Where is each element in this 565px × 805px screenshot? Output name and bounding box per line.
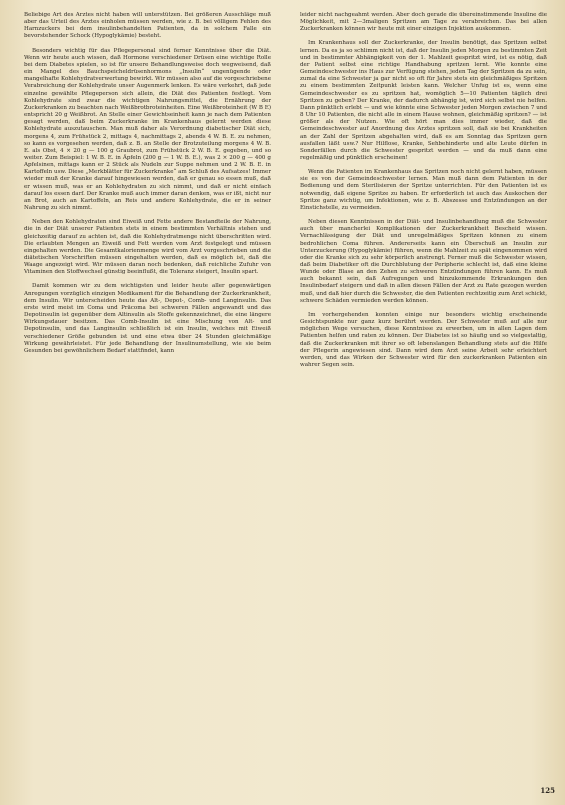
paragraph: Damit kommen wir zu dem wichtigsten und leider heute aller gegenwärtigen Anregungen vorzüglich einzigen Medikament für die Behandlung der Zuckerkrankheit, dem Insulin. Wir unterscheiden heute das Alt-, Depot-, Comb- und Langinsulin. Das erste wird meist im Coma und Präcoma bei schweren Fällen angewandt und das Depotinsulin ist gegenüber dem Altinsulin als Stoffe gekennzeichnet, die eine längere Wirkungsdauer besitzen. Das Comb-Insulin ist eine Mischung von Alt- und Depotinsulin, und das Langinsulin schließlich ist ein Insulin, welches mit Eiweiß verschiedener Größe gebunden ist und eine etwa über 24 Stunden gleichmäßige Wirkung gewährleistet. Für jede Behandlung der Insulinumstellung, wie sie beim Gesunden bei gewöhnlichem Bedarf stattfindet, kann xyxy=(24,283,271,354)
paragraph: Neben den Kohlehydraten sind Eiweiß und Fette andere Bestandteile der Nahrung, die in der Diät unserer Patienten stets in einem bestimmten Verhältnis stehen und gleichzeitig darauf zu achten ist, daß die Kohlehydratmenge nicht überschritten wird. Die erlaubten Mengen an Eiweiß und Fett werden vom Arzt festgelegt und müssen eingehalten werden. Die Gesamtkalorienmenge wird vom Arzt vorgeschrieben und die diätetischen Vorschriften müssen eingehalten werden, daß es möglich ist, daß die Waage angezeigt wird. Wir müssen daran noch bedenken, daß reichliche Zufuhr von Vitaminen den Stoffwechsel günstig beeinflußt, die Toleranz steigert, Insulin spart. xyxy=(24,219,271,276)
paragraph: leider nicht nachgeahmt werden. Aber doch gerade die übereinstimmende Insuline die Möglichkeit, mit 2—3maligen Spritzen am Tage zu verabreichen. Das bei allen Zuckerkranken können wir heute mit einer einzigen Injektion auskommen. xyxy=(300,12,547,33)
paragraph: Wenn die Patienten im Krankenhaus das Spritzen noch nicht gelernt haben, müssen sie es von der Gemeindeschwester lernen. Man muß dann dem Patienten in der Bedienung und dem Sterilisieren der Spritze unterrichten. Für den Patienten ist es notwendig, daß eigene Spritze zu haben. Er erforderlich ist auch das Auskochen der Spritze ganz wichtig, um Infektionen, wie z. B. Abszesse und Entzündungen an der Einstichstelle, zu vermeiden. xyxy=(300,169,547,211)
page-number: 125 xyxy=(540,786,555,795)
paragraph: Beliebige Art des Arztes nicht haben will unterstützen. Bei größeren Ausschläge muß aber das Urteil des Arztes einholen müssen werden, wie z. B. bei völligem Fehlen des Harnzuckers bei dem insulinbehandelten Patienten, da in solchem Falle ein bevorstehender Schock (Hypoglykämie) besteht. xyxy=(24,12,271,40)
right-text-column xyxy=(300,12,547,369)
paragraph: Im Krankenhaus soll der Zuckerkranke, der Insulin benötigt, das Spritzen selbst lernen. Da es ja so schlimm nicht ist, daß der Insulin jeden Morgen zu bestimmten Zeit und in bestimmter Abhängigkeit von der 1. Mahlzeit gespritzt wird, ist es nötig, daß der Patient selbst eine richtige Handhabung spritzen lernt. Wie konnte eine Gemeindeschwester ins Haus zur Verfügung stehen, jeden Tag der Spritzen da zu sein, zumal da eine Schwester ja gar nicht so oft für Jahre stets ein gleichmäßiges Spritzen zu einem bestimmten Zeitpunkt leisten kann. Welcher Unfug ist es, wenn eine Gemeindeschwester es zu spritzen hat, womöglich 5—10 Patienten täglich drei Spritzen zu geben? Der Kranke, der dadurch abhängig ist, wird sich selbst nie helfen. Dann pünktlich erlebt — und wie könnte eine Schwester jeden Morgen zwischen 7 und 8 Uhr 10 Patienten, die nicht alle in einem Hause wohnen, gleichmäßig spritzen? — ist größer als der Nutzen. Wie oft hört man dies immer wieder, daß die Gemeindeschwester auf Anordnung des Arztes spritzen soll, daß sie bei Krankheiten an der Zahl der Spritzen abgehalten wird, daß es am Sonntag das Spritzen gern ausfallen läßt usw.? Nur Hilflose, Kranke, Sehbehinderte und alte Leute dürfen in Sonderfällen durch die Schwester gespritzt werden — und da muß dann eine regelmäßig und pünktlich erscheinen! xyxy=(300,40,547,161)
paragraph: Neben diesen Kenntnissen in der Diät- und Insulinbehandlung muß die Schwester auch über mancherlei Komplikationen der Zuckerkrankheit Bescheid wissen. Vernachlässigung der Diät und unregelmäßiges Spritzen können zu einem bedrohlichen Coma führen. Andererseits kann ein Überschuß an Insulin zur Unterzuckerung (Hypoglykämie) führen, wenn die Mahlzeit zu spät eingenommen wird oder die Kranke sich zu sehr körperlich anstrengt. Ferner muß die Schwester wissen, daß beim Diabetiker oft die Durchblutung der Peripherie schlecht ist, daß eine kleine Wunde oder Blase an den Zehen zu schweren Entzündungen führen kann. Es muß auch bekannt sein, daß Aufregungen und hinzukommende Erkrankungen den Insulinbedarf steigern und daß in allen diesen Fällen der Arzt zu Rate gezogen werden muß, und daß hier durch die Schwester, die den Patienten rechtzeitig zum Arzt schickt, schwere Schäden vermieden werden können. xyxy=(300,219,547,304)
left-text-column xyxy=(24,12,271,355)
paragraph: Besonders wichtig für das Pflegepersonal sind ferner Kenntnisse über die Diät. Wenn wir heute auch wissen, daß Hormone verschiedener Drüsen eine wichtige Rolle bei dem Diabetes spielen, so ist für unsere Behandlungsweise doch wegweisend, daß ein Mangel des Bauchspeicheldrüsenhormons „Insulin“ ungenügende oder mangelhafte Kohlehydratverwertung bewirkt. Wir müssen also auf die vorgeschriebene Verabreichung der Kohlehydrate unser Augenmerk lenken. Es wäre verkehrt, daß jede einzelne gewählte Pflegeperson sich allein, die Diät des Patienten festlegt. Vom Kohlehydrate sind zwar die wichtigen Nahrungsmittel, die Ernährung der Zuckerkranken zu beachten nach Weißbrotbroteinheiten. Eine Weißbroteinheit (W B E) entspricht 20 g Weißbrot. An Stelle einer Gewichtseinheit kann je nach dem Patienten gesagt werden, daß beim Zuckerkranke im Krankenhaus gelernt werden diese Kohlehydrate auszutauschen. Man muß daher als Verordnung diabetischer Diät sich, morgens 4, zum Frühstück 2, mittags 4, nachmittags 2, abends 4 W. B. E. zu nehmen, so kann es vorgesehen werden, daß z. B. an Stelle der Brotzuteilung morgens 4 W. B. E. als Obst, 4 × 20 g — 100 g Graubrot, zum Frühstück 2 W. B. E. gegeben, und so weiter. Zum Beispiel: 1 W. B. E. in Äpfeln (200 g — 1 W. B. E.), was 2 × 200 g — 400 g Apfelsinen, mittags kann er 2 Stück als Nudeln zur Suppe nehmen und 2 W. B. E. in Kartoffeln usw. Diese „Merkblätter für Zuckerkranke“ am Schluß des Aufsatzes! Immer wieder muß der Kranke darauf hingewiesen werden, daß er genau so essen muß, daß er wissen muß, was er an Kohlehydraten zu sich nimmt, und daß er nicht einfach darauf los essen darf. Der Kranke muß auch immer daran denken, was er ißt, nicht nur an Brot, auch an Kartoffeln, an Reis und andere Kohlehydrate, die er in seiner Nahrung zu sich nimmt. xyxy=(24,47,271,212)
paragraph: Im vorhergehenden konnten einige nur besonders wichtig erscheinende Gesichtspunkte nur ganz kurz berührt werden. Der Schwester muß auf alle nur möglichen Wege versuchen, diese Kenntnisse zu erwerben, um in allen Lagen dem Patienten helfen und raten zu können. Der Diabetes ist so häufig und so vielgestaltig, daß die Zuckerkranken mit ihrer so oft lebenslangen Behandlung stets auf die Hilfe der Pflegerin angewiesen sind. Dann wird dem Arzt seine Arbeit sehr erleichtert werden, und das Wirken der Schwester wird für den zuckerkranken Patienten ein wahrer Segen sein. xyxy=(300,311,547,369)
